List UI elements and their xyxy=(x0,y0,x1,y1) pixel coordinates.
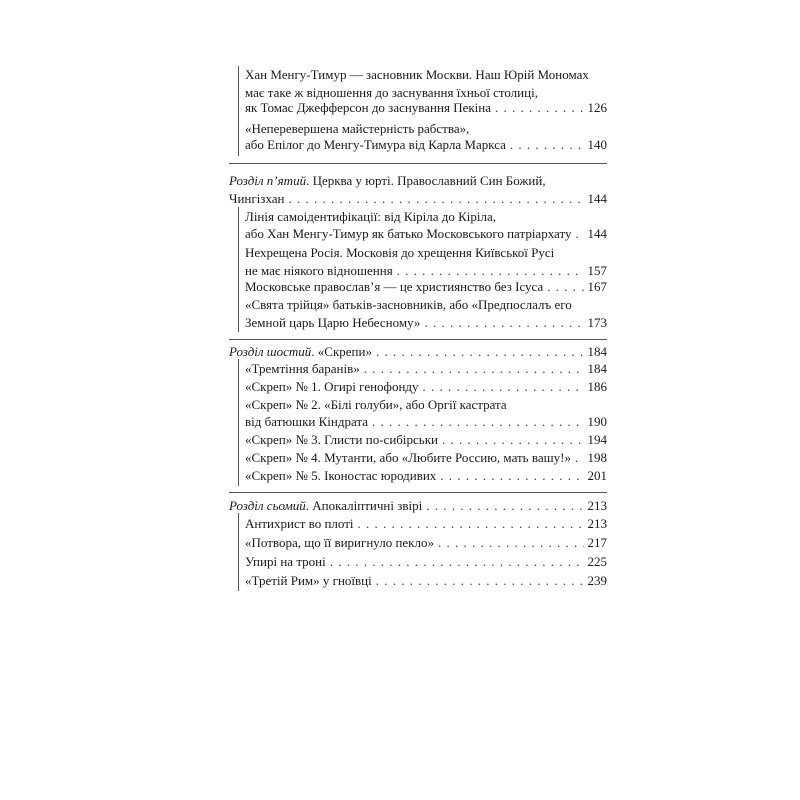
section-bar xyxy=(238,513,239,591)
chapter-entry[interactable] xyxy=(229,343,607,361)
chapter-title: . «Скрепи» xyxy=(311,344,372,359)
page-number: 144 xyxy=(587,191,607,206)
toc-entry[interactable] xyxy=(245,572,607,590)
toc-entry-text: не має ніякого відношення xyxy=(245,263,393,278)
dot-leader xyxy=(440,467,583,485)
section-bar xyxy=(238,207,239,332)
dot-leader xyxy=(575,225,583,243)
toc-entry-text: «Потвора, що її виригнуло пекло» xyxy=(245,535,434,550)
dot-leader xyxy=(442,431,584,449)
toc-entry-text: як Томас Джефферсон до заснування Пекіна xyxy=(245,100,492,115)
toc-entry-text: Московське православ’я — це християнство без Ісуса xyxy=(245,279,544,294)
chapter-label: Розділ сьомий xyxy=(229,498,306,513)
chapter-entry[interactable] xyxy=(229,497,607,515)
toc-entry[interactable] xyxy=(245,431,607,449)
page-number: 184 xyxy=(587,344,607,359)
toc-entry-text: від батюшки Кіндрата xyxy=(245,414,368,429)
toc-entry-text: має таке ж відношення до заснування їхньої столиці, xyxy=(245,85,538,100)
toc-entry[interactable] xyxy=(245,136,607,154)
toc-entry[interactable] xyxy=(245,225,607,243)
section-bar xyxy=(238,359,239,486)
page-number: 225 xyxy=(587,554,607,569)
dot-leader xyxy=(376,572,584,590)
page-number: 184 xyxy=(587,361,607,376)
toc-line xyxy=(245,244,607,262)
dot-leader xyxy=(510,136,584,154)
toc-entry-text: або Епілог до Менгу-Тимура від Карла Маркса xyxy=(245,137,506,152)
dot-leader xyxy=(330,553,584,571)
toc-entry-text: Антихрист во плоті xyxy=(245,516,354,531)
dot-leader xyxy=(575,449,584,467)
section-bar xyxy=(238,66,239,156)
dot-leader xyxy=(438,534,584,552)
toc-entry-text: «Третій Рим» у гноївці xyxy=(245,573,372,588)
chapter-title: Чингізхан xyxy=(229,191,285,206)
dot-leader xyxy=(426,497,583,515)
toc-entry-text: Лінія самоідентифікації: від Кіріла до Кіріла, xyxy=(245,209,496,224)
toc-entry[interactable] xyxy=(245,449,607,467)
toc-entry-text: або Хан Менгу-Тимур як батько Московського патріархату xyxy=(245,226,572,241)
page-number: 167 xyxy=(587,279,607,294)
toc-entry-text: Земной царь Царю Небесному» xyxy=(245,315,421,330)
toc-entry[interactable] xyxy=(245,467,607,485)
section-divider xyxy=(229,492,607,493)
page-number: 140 xyxy=(587,137,607,152)
dot-leader xyxy=(547,278,583,296)
page-number: 157 xyxy=(587,263,607,278)
dot-leader xyxy=(423,378,584,396)
dot-leader xyxy=(358,515,584,533)
page-number: 239 xyxy=(587,573,607,588)
page-number: 201 xyxy=(587,468,607,483)
dot-leader xyxy=(372,413,584,431)
dot-leader xyxy=(376,343,584,361)
page-number: 217 xyxy=(587,535,607,550)
toc-entry[interactable] xyxy=(245,378,607,396)
page-number: 213 xyxy=(587,498,607,513)
toc-entry-text: «Скреп» № 4. Мутанти, або «Любите Россию, мать вашу!» xyxy=(245,450,571,465)
toc-line xyxy=(245,296,607,314)
chapter-entry[interactable] xyxy=(229,190,607,208)
dot-leader xyxy=(495,99,583,117)
chapter-heading xyxy=(229,172,607,190)
toc-entry-text: Хан Менгу-Тимур — засновник Москви. Наш Юрій Мономах xyxy=(245,67,589,82)
toc-line xyxy=(245,396,607,414)
page-number: 190 xyxy=(587,414,607,429)
page-number: 144 xyxy=(587,226,607,241)
toc-entry-text: «Скреп» № 5. Іконостас юродивих xyxy=(245,468,437,483)
toc-entry[interactable] xyxy=(245,99,607,117)
toc-entry-text: «Свята трійця» батьків-засновників, або «Предпослалъ его xyxy=(245,297,572,312)
toc-entry[interactable] xyxy=(245,515,607,533)
page-number: 194 xyxy=(587,432,607,447)
toc-line xyxy=(245,66,607,84)
page-number: 126 xyxy=(587,100,607,115)
toc-entry[interactable] xyxy=(245,278,607,296)
page-number: 198 xyxy=(587,450,607,465)
toc-entry-text: Упирі на троні xyxy=(245,554,326,569)
page-number: 186 xyxy=(587,379,607,394)
chapter-label: Розділ п’ятий xyxy=(229,173,307,188)
toc-line xyxy=(245,208,607,226)
toc-entry[interactable] xyxy=(245,314,607,332)
toc-entry[interactable] xyxy=(245,553,607,571)
toc-entry-text: «Тремтіння баранів» xyxy=(245,361,360,376)
section-divider xyxy=(229,339,607,340)
section-divider xyxy=(229,163,607,164)
page-number: 173 xyxy=(587,315,607,330)
toc-entry[interactable] xyxy=(245,413,607,431)
page-number: 213 xyxy=(587,516,607,531)
dot-leader xyxy=(289,190,584,208)
dot-leader xyxy=(424,314,583,332)
chapter-title: . Церква у юрті. Православний Син Божий, xyxy=(306,173,546,188)
toc-entry[interactable] xyxy=(245,534,607,552)
toc-entry-text: «Скреп» № 2. «Білі голуби», або Оргії кастрата xyxy=(245,397,507,412)
toc-entry-text: «Скреп» № 3. Глисти по-сибірськи xyxy=(245,432,438,447)
toc-entry-text: Нехрещена Росія. Московія до хрещення Київської Русі xyxy=(245,245,555,260)
toc-entry[interactable] xyxy=(245,360,607,378)
toc-entry-text: «Скреп» № 1. Огирі генофонду xyxy=(245,379,419,394)
chapter-title: . Апокаліптичні звірі xyxy=(305,498,423,513)
dot-leader xyxy=(364,360,584,378)
chapter-label: Розділ шостий xyxy=(229,344,312,359)
toc-entry-text: «Неперевершена майстерність рабства», xyxy=(245,121,470,136)
